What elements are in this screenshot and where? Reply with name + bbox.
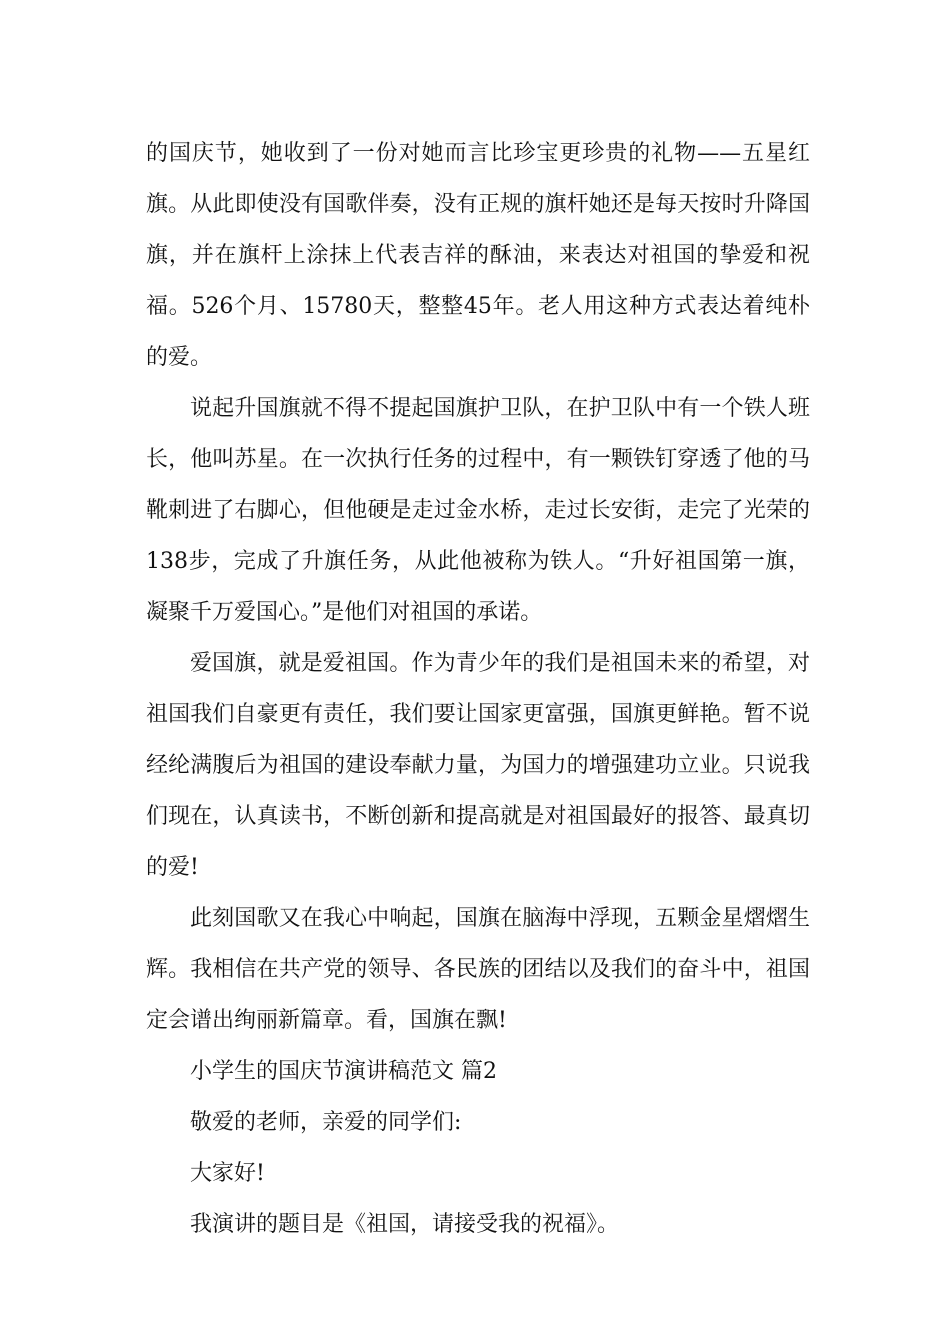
paragraph-flag-guard: 说起升国旗就不得不提起国旗护卫队，在护卫队中有一个铁人班长，他叫苏星。在一次执行任务的过程中，有一颗铁钉穿透了他的马靴刺进了右脚心，但他硬是走过金水桥，走过长安街，走完了光荣的138步，完成了升旗任务，从此他被称为铁人。“升好祖国第一旗，凝聚千万爱国心。”是他们对祖国的承诺。: [146, 396, 810, 625]
greeting: 大家好!: [190, 1161, 265, 1186]
salutation: 敬爱的老师，亲爱的同学们:: [190, 1110, 462, 1135]
speech-topic: 我演讲的题目是《祖国，请接受我的祝福》。: [190, 1212, 620, 1237]
paragraph-anthem: 此刻国歌又在我心中响起，国旗在脑海中浮现，五颗金星熠熠生辉。我相信在共产党的领导、各民族的团结以及我们的奋斗中，祖国定会谱出绚丽新篇章。看，国旗在飘!: [146, 906, 810, 1033]
section-title: 小学生的国庆节演讲稿范文 篇2: [190, 1059, 497, 1084]
paragraph-continuation: 的国庆节，她收到了一份对她而言比珍宝更珍贵的礼物——五星红旗。从此即使没有国歌伴奏，没有正规的旗杆她还是每天按时升降国旗，并在旗杆上涂抹上代表吉祥的酥油，来表达对祖国的挚爱和祝福。526个月、15780天，整整45年。老人用这种方式表达着纯朴的爱。: [146, 141, 810, 370]
document-body: [146, 128, 810, 1250]
paragraph-love-flag: 爱国旗，就是爱祖国。作为青少年的我们是祖国未来的希望，对祖国我们自豪更有责任，我们要让国家更富强，国旗更鲜艳。暂不说经纶满腹后为祖国的建设奉献力量，为国力的增强建功立业。只说我们现在，认真读书，不断创新和提高就是对祖国最好的报答、最真切的爱!: [146, 651, 810, 880]
